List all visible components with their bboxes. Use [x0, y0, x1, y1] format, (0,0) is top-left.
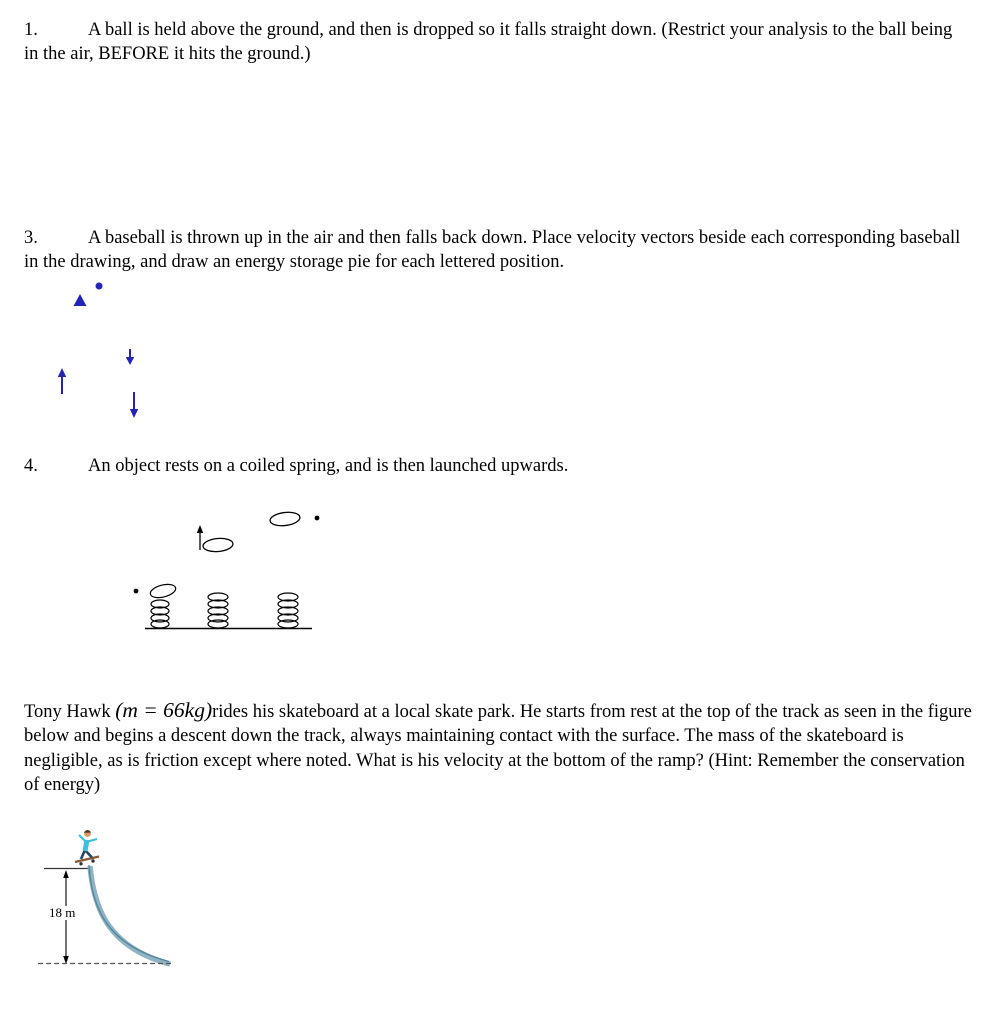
up-arrow-icon: [58, 368, 66, 394]
tony-hawk-text-prefix: Tony Hawk: [24, 702, 116, 722]
coiled-spring: [208, 593, 228, 628]
problem-4-number: 4.: [24, 456, 38, 476]
position-dot-icon: [315, 516, 320, 521]
compressed-spring-with-object: [149, 582, 177, 628]
height-label: 18 m: [49, 905, 76, 920]
down-arrow-icon: [130, 392, 138, 418]
spring-launch-figure: [125, 505, 335, 640]
problem-3: [24, 226, 969, 275]
launch-up-arrow-icon: [197, 525, 203, 550]
coiled-spring: [278, 593, 298, 628]
mass-expression: (m = 66kg): [115, 698, 213, 722]
position-dot-icon: [134, 589, 139, 594]
problem-4-text: An object rests on a coiled spring, and is then launched upwards.: [88, 456, 569, 476]
problem-1: [24, 18, 969, 67]
short-down-arrow-icon: [126, 349, 134, 365]
ramp-figure: [30, 815, 200, 980]
problem-4: [24, 454, 969, 478]
tony-hawk-text-suffix: rides his skateboard at a local skate park. He starts from rest at the top of the track as seen in the figure below and begins a descent down the track, always maintaining contact with the surface. The mass of the skateboard is negligible, as is friction except where noted. What is his velocity at the bottom of the ramp? (Hint: Remember the conservation of energy): [24, 702, 972, 796]
problem-3-number: 3.: [24, 228, 38, 248]
top-object: [269, 511, 300, 528]
tony-hawk-problem: [24, 700, 976, 798]
velocity-dot-icon: [96, 283, 103, 290]
skateboarder: [75, 830, 99, 865]
problem-3-text: A baseball is thrown up in the air and then falls back down. Place velocity vectors beside each corresponding baseball in the drawing, and draw an energy storage pie for each lettered position.: [24, 228, 961, 273]
rising-object: [202, 537, 233, 553]
problem-1-text: A ball is held above the ground, and then is dropped so it falls straight down. (Restrict your analysis to the ball being in the air, BEFORE it hits the ground.): [24, 20, 953, 65]
velocity-vectors-figure: [40, 272, 160, 422]
up-triangle-icon: [74, 294, 87, 306]
problem-1-number: 1.: [24, 20, 38, 40]
